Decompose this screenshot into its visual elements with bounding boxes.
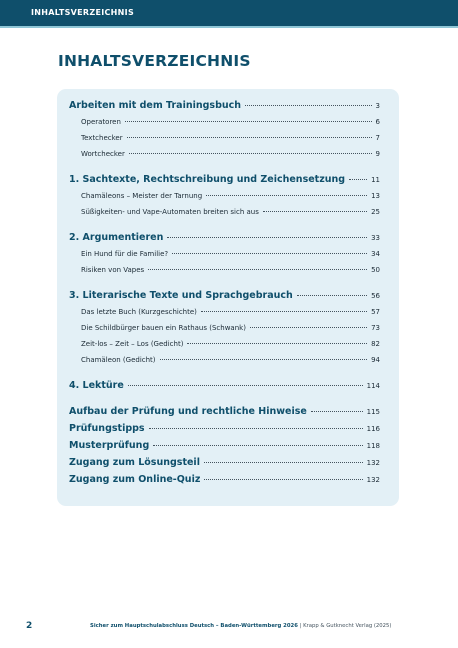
toc-entry-label: Zugang zum Lösungsteil — [69, 457, 200, 468]
toc-entry-label: Prüfungstipps — [69, 423, 145, 434]
toc-entry-page: 114 — [366, 382, 380, 390]
dot-leader — [128, 385, 363, 386]
dot-leader — [148, 269, 367, 270]
dot-leader — [172, 253, 367, 254]
toc-entry-schildbuerger[interactable] — [57, 324, 399, 332]
dot-leader — [129, 153, 372, 154]
dot-leader — [206, 195, 367, 196]
toc-entry-label: Chamäleon (Gedicht) — [81, 356, 156, 364]
toc-entry-lektuere[interactable] — [57, 380, 399, 391]
running-header-bar — [0, 0, 458, 26]
toc-entry-label: Die Schildbürger bauen ein Rathaus (Schwank) — [81, 324, 246, 332]
toc-entry-page: 25 — [371, 208, 380, 216]
toc-entry-label: Textchecker — [81, 134, 123, 142]
table-of-contents — [57, 89, 399, 506]
toc-entry-page: 33 — [371, 234, 380, 242]
toc-entry-wortchecker[interactable] — [57, 150, 399, 158]
toc-entry-label: Wortchecker — [81, 150, 125, 158]
footer-separator: | — [297, 623, 304, 629]
toc-entry-page: 94 — [371, 356, 380, 364]
toc-entry-page: 73 — [371, 324, 380, 332]
toc-entry-page: 132 — [366, 459, 380, 467]
page-title: INHALTSVERZEICHNIS — [58, 52, 251, 70]
toc-entry-literarische-texte[interactable] — [57, 290, 399, 301]
toc-entry-page: 56 — [371, 292, 380, 300]
toc-entry-zeit-los[interactable] — [57, 340, 399, 348]
toc-entry-aufbau-pruefung[interactable] — [57, 406, 399, 417]
toc-entry-label: Das letzte Buch (Kurzgeschichte) — [81, 308, 197, 316]
toc-entry-argumentieren[interactable] — [57, 232, 399, 243]
toc-entry-page: 57 — [371, 308, 380, 316]
toc-entry-pruefungstipps[interactable] — [57, 423, 399, 434]
toc-entry-page: 116 — [366, 425, 380, 433]
toc-entry-page: 115 — [366, 408, 380, 416]
toc-entry-page: 132 — [366, 476, 380, 484]
toc-entry-page: 34 — [371, 250, 380, 258]
dot-leader — [250, 327, 367, 328]
toc-entry-label: 1. Sachtexte, Rechtschreibung und Zeichensetzung — [69, 174, 346, 185]
toc-entry-trainingsbuch[interactable] — [57, 100, 399, 111]
toc-entry-label: 2. Argumentieren — [69, 232, 164, 243]
toc-entry-page: 11 — [371, 176, 380, 184]
toc-entry-musterpruefung[interactable] — [57, 440, 399, 451]
dot-leader — [125, 121, 372, 122]
toc-entry-page: 82 — [371, 340, 380, 348]
toc-entry-label: Süßigkeiten- und Vape-Automaten breiten sich aus — [81, 208, 259, 216]
dot-leader — [160, 359, 368, 360]
toc-entry-label: Zugang zum Online-Quiz — [69, 474, 201, 485]
toc-entry-label: Arbeiten mit dem Trainingsbuch — [69, 100, 242, 111]
dot-leader — [127, 137, 372, 138]
toc-entry-page: 9 — [375, 150, 380, 158]
running-header-title: INHALTSVERZEICHNIS — [31, 8, 135, 17]
toc-entry-operatoren[interactable] — [57, 118, 399, 126]
dot-leader — [204, 462, 363, 463]
toc-entry-textchecker[interactable] — [57, 134, 399, 142]
footer-book-title: Sicher zum Hauptschulabschluss Deutsch – Baden-Württemberg 2026 — [90, 623, 298, 629]
dot-leader — [187, 343, 367, 344]
toc-entry-vapes[interactable] — [57, 266, 399, 274]
toc-entry-page: 6 — [375, 118, 380, 126]
toc-entry-page: 7 — [375, 134, 380, 142]
dot-leader — [245, 105, 372, 106]
toc-entry-label: 4. Lektüre — [69, 380, 124, 391]
toc-entry-label: Musterprüfung — [69, 440, 150, 451]
toc-entry-label: Risiken von Vapes — [81, 266, 145, 274]
toc-entry-loesungsteil[interactable] — [57, 457, 399, 468]
footer-publisher: Krapp & Gutknecht Verlag (2025) — [303, 623, 392, 629]
toc-entry-chamaeleon-gedicht[interactable] — [57, 356, 399, 364]
footer-citation — [90, 623, 391, 629]
dot-leader — [153, 445, 362, 446]
toc-entry-automaten[interactable] — [57, 208, 399, 216]
header-accent-line — [0, 26, 458, 28]
dot-leader — [311, 411, 363, 412]
dot-leader — [297, 295, 367, 296]
dot-leader — [167, 237, 367, 238]
footer-page-number: 2 — [26, 621, 33, 631]
toc-entry-page: 50 — [371, 266, 380, 274]
toc-entry-sachtexte[interactable] — [57, 174, 399, 185]
toc-entry-online-quiz[interactable] — [57, 474, 399, 485]
dot-leader — [263, 211, 367, 212]
toc-entry-label: Zeit-los – Zeit – Los (Gedicht) — [81, 340, 184, 348]
dot-leader — [349, 179, 367, 180]
toc-entry-chamaeleons[interactable] — [57, 192, 399, 200]
toc-entry-letzte-buch[interactable] — [57, 308, 399, 316]
dot-leader — [201, 311, 367, 312]
toc-entry-page: 3 — [375, 102, 380, 110]
toc-entry-label: 3. Literarische Texte und Sprachgebrauch — [69, 290, 293, 301]
toc-entry-label: Ein Hund für die Familie? — [81, 250, 169, 258]
toc-entry-page: 118 — [366, 442, 380, 450]
toc-entry-hund[interactable] — [57, 250, 399, 258]
dot-leader — [204, 479, 362, 480]
toc-entry-label: Operatoren — [81, 118, 121, 126]
toc-entry-page: 13 — [371, 192, 380, 200]
toc-entry-label: Chamäleons – Meister der Tarnung — [81, 192, 203, 200]
toc-entry-label: Aufbau der Prüfung und rechtliche Hinweise — [69, 406, 307, 417]
dot-leader — [149, 428, 363, 429]
